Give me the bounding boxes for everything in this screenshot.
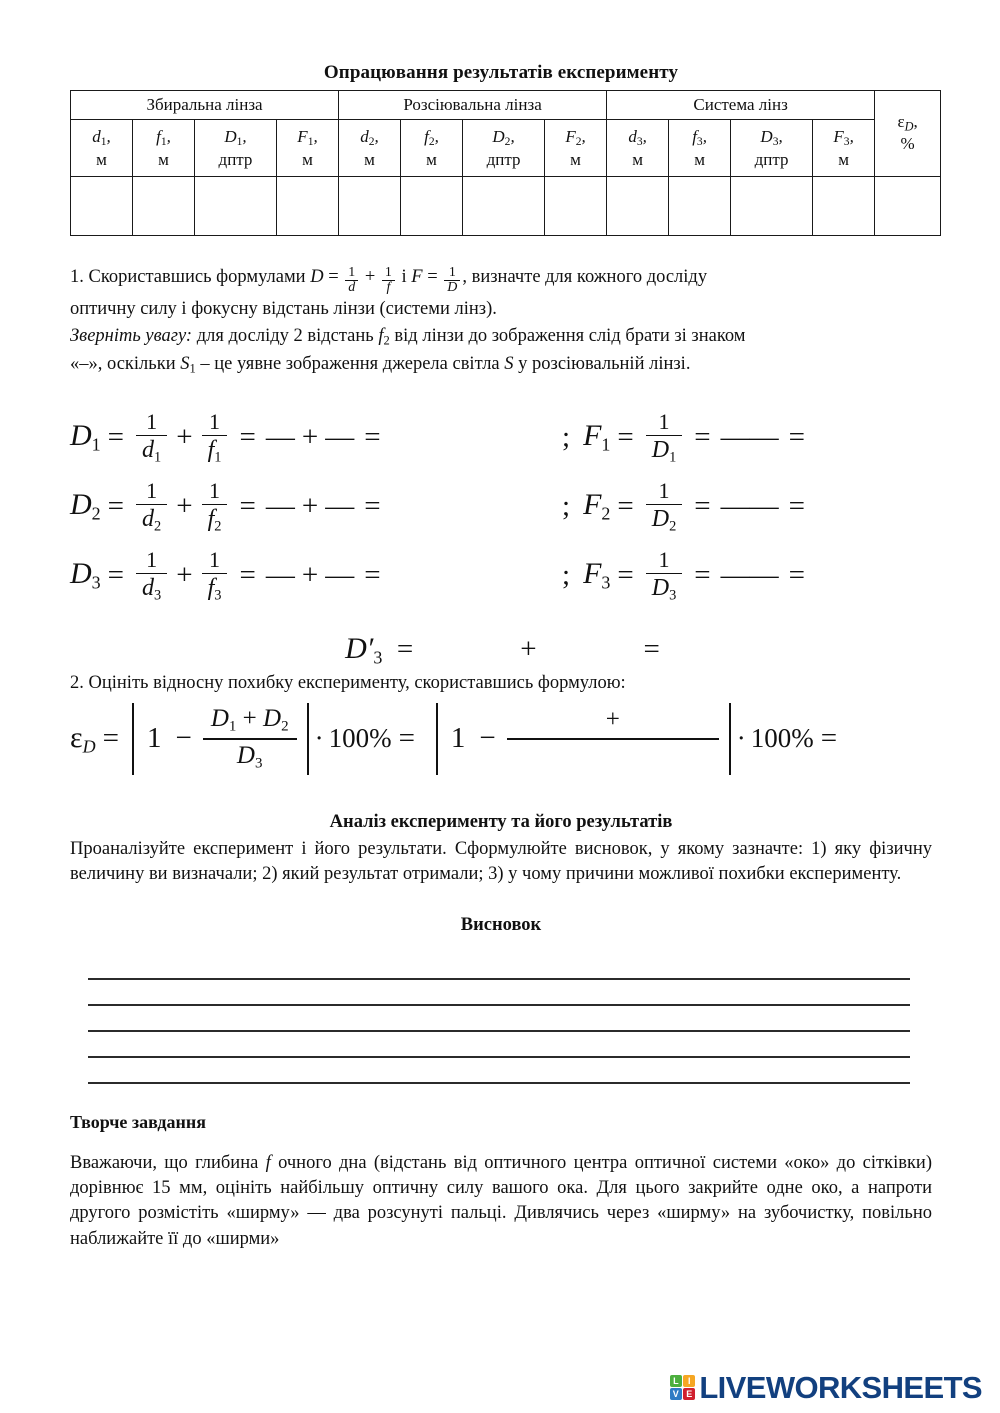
eq3-fraction-D: $\frac{1}{D_3}$ [646, 549, 683, 603]
page-title: Опрацювання результатів експерименту [323, 62, 679, 83]
table-row [71, 177, 941, 236]
logo-tiles-icon [670, 1375, 696, 1401]
eq1-r-equals-1: = [617, 421, 634, 454]
table-header-d3: $d_3$, м [607, 120, 669, 177]
eq2-equals-3: = [364, 490, 381, 523]
answer-line[interactable] [88, 1058, 910, 1084]
eq1-r-blank[interactable]: —— [720, 421, 779, 454]
eq2-r-equals-3: = [788, 490, 806, 523]
table-cell-F1[interactable] [277, 177, 339, 236]
table-cell-d1[interactable] [71, 177, 133, 236]
table-cell-f2[interactable] [401, 177, 463, 236]
eq2-rhs: $F_2$ [583, 488, 611, 524]
eq2-fraction-d: $\frac{1}{d_2}$ [136, 480, 167, 534]
task1-note-S1: $S_1$ [180, 353, 196, 376]
table-group-lens-system: Система лінз [607, 91, 875, 120]
task1-note-line2-c: у розсіювальній лінзі. [513, 353, 691, 374]
table-cell-f1[interactable] [133, 177, 195, 236]
task2-fraction-blank-num[interactable]: + [605, 705, 620, 733]
eq3-r-equals-1: = [617, 559, 634, 592]
eq3-blank-b[interactable]: — [325, 559, 355, 592]
eq2-lhs: $D_2$ [70, 488, 101, 524]
task2-equals-2: = [398, 722, 415, 755]
table-cell-epsilon[interactable] [875, 177, 941, 236]
eq3-equals-2: = [239, 559, 256, 592]
task2-fraction-blank[interactable] [507, 707, 719, 771]
d3-prime-equals-1: = [396, 633, 414, 666]
eq2-fraction-f: $\frac{1}{f_2}$ [202, 480, 228, 534]
eq1-r-equals-3: = [788, 421, 806, 454]
eq3-equals-1: = [107, 559, 125, 592]
task1-note-line2 [70, 352, 932, 378]
task1-note-line2-b: – це уявне зображення джерела світла [195, 353, 505, 374]
task2-error-formula [70, 696, 932, 782]
task1-note-line2-a: «–», оскільки [70, 353, 181, 374]
eq2-blank-b[interactable]: — [325, 490, 355, 523]
task2-abs-bar-right-2 [729, 703, 731, 775]
eq2-r-equals-1: = [617, 490, 634, 523]
task2-dot-1: · [314, 723, 324, 754]
task2-equals-1: = [102, 722, 119, 755]
analysis-heading: Аналіз експерименту та його результатів [329, 811, 673, 832]
task2-abs-bar-left-1 [132, 703, 134, 775]
task2-epsilon-symbol: $\varepsilon_D$ [70, 720, 96, 756]
eq3-plus-1: + [176, 559, 193, 592]
eq1-r-equals-2: = [694, 421, 711, 454]
eq2-r-blank[interactable]: —— [720, 490, 779, 523]
analysis-paragraph: Проаналізуйте експеримент і його результати. Сформулюйте висновок, у якому зазначте: 1) яку фізичну величину ви визначали; 2) який результат отримали; 3) у чому причини можливої похибки експерименту. [70, 838, 932, 884]
eq1-fraction-D: $\frac{1}{D_1}$ [646, 411, 683, 465]
eq2-plus-1: + [176, 490, 193, 523]
equation-row-3 [70, 541, 932, 610]
eq1-fraction-d: $\frac{1}{d_1}$ [136, 411, 167, 465]
eq1-blank-b[interactable]: — [325, 421, 355, 454]
eq2-fraction-D: $\frac{1}{D_2}$ [646, 480, 683, 534]
table-header-D2: $D_2$, дптр [463, 120, 545, 177]
table-header-f1: $f_1$, м [133, 120, 195, 177]
eq2-equals-2: = [239, 490, 256, 523]
task2-lead: 2. Оцініть відносну похибку експерименту, скориставшись формулою: [70, 672, 626, 693]
creative-text-b: очного дна (відстань від оптичного центра оптичної системи «око» до сітківки) дорівнює 15 мм, оцініть найбільшу оптичну силу вашого ока. Для цього закрийте одне око, а напроти другого розмістіть «ширму» — два розсунуті пальці. Дивлячись через «ширму» на зубочистку, повільно наближайте її до «ширми» [70, 1153, 932, 1249]
eq1-blank-a[interactable]: — [265, 421, 295, 454]
eq3-r-equals-3: = [788, 559, 806, 592]
task1-plus: + [364, 267, 376, 287]
table-cell-D3[interactable] [731, 177, 813, 236]
task2-percent-2: 100% [750, 723, 814, 754]
creative-text-a: Вважаючи, що глибина [70, 1153, 266, 1174]
table-cell-F3[interactable] [813, 177, 875, 236]
eq1-equals-2: = [239, 421, 256, 454]
task2-one-2: 1 [450, 722, 466, 755]
creative-task-paragraph [70, 1151, 932, 1252]
eq3-separator: ; [562, 559, 571, 592]
eq1-rhs: $F_1$ [583, 419, 611, 455]
equation-row-2 [70, 472, 932, 541]
table-header-F2: $F_2$, м [545, 120, 607, 177]
table-header-D1: $D_1$, дптр [195, 120, 277, 177]
eq3-fraction-d: $\frac{1}{d_3}$ [136, 549, 167, 603]
table-cell-d3[interactable] [607, 177, 669, 236]
task1-F-symbol: F [411, 267, 423, 287]
logo-tile-i: I [683, 1375, 695, 1387]
equation-row-2-right [555, 472, 812, 541]
table-column-header-row [71, 120, 941, 177]
eq2-r-equals-2: = [694, 490, 711, 523]
task1-note-label: Зверніть увагу: [70, 325, 193, 346]
table-header-d1: $d_1$, м [71, 120, 133, 177]
task2-one-1: 1 [146, 722, 162, 755]
task2-fraction-1: $\frac{D_1 + D_2}{D_3}$ [203, 706, 297, 771]
answer-line[interactable] [88, 980, 910, 1006]
task1-D-symbol: D [310, 267, 324, 287]
eq3-blank-a[interactable]: — [265, 559, 295, 592]
task1-conjunction: і [401, 267, 407, 287]
table-group-diverging-lens: Розсіювальна лінза [339, 91, 607, 120]
task1-line2: оптичну силу і фокусну відстань лінзи (системи лінз). [70, 298, 497, 319]
task1-eq1: = [328, 267, 339, 287]
eq2-blank-a[interactable]: — [265, 490, 295, 523]
conclusion-answer-lines [70, 954, 932, 1084]
eq3-r-blank[interactable]: —— [720, 559, 779, 592]
task1-note-part2: від лінзи до зображення слід брати зі знаком [389, 325, 746, 346]
eq1-equals-3: = [364, 421, 381, 454]
answer-line[interactable] [88, 954, 910, 980]
eq1-fraction-f: $\frac{1}{f_1}$ [202, 411, 228, 465]
results-table [70, 90, 941, 236]
task1-note-part1: для досліду 2 відстань [192, 325, 379, 346]
eq1-plus-2: + [301, 421, 319, 454]
logo-wordmark: LIVEWORKSHEETS [699, 1370, 982, 1405]
eq3-r-equals-2: = [694, 559, 711, 592]
task1-eq2: = [427, 267, 438, 287]
liveworksheets-logo[interactable] [670, 1372, 982, 1403]
table-cell-D2[interactable] [463, 177, 545, 236]
table-header-d2: $d_2$, м [339, 120, 401, 177]
equation-row-3-right [555, 541, 812, 610]
d3-prime-equals-2: = [643, 633, 660, 666]
logo-tile-e: E [683, 1388, 695, 1400]
task1-note-f2: $f_2$ [378, 325, 390, 348]
eq2-plus-2: + [301, 490, 319, 523]
table-header-f2: $f_2$, м [401, 120, 463, 177]
table-header-D3: $D_3$, дптр [731, 120, 813, 177]
worksheet-content [70, 62, 932, 1252]
creative-var-f: f [265, 1153, 271, 1174]
task2-fraction-blank-den[interactable] [507, 738, 719, 771]
table-header-F3: $F_3$, м [813, 120, 875, 177]
table-header-F1: $F_1$, м [277, 120, 339, 177]
conclusion-heading: Висновок [460, 915, 542, 936]
logo-tile-v: V [670, 1388, 682, 1400]
table-group-header-row [71, 91, 941, 120]
table-cell-F2[interactable] [545, 177, 607, 236]
task1-note-S: S [504, 353, 514, 374]
task2-dot-2: · [736, 723, 746, 754]
table-cell-D1[interactable] [195, 177, 277, 236]
table-cell-f3[interactable] [669, 177, 731, 236]
answer-line[interactable] [88, 1032, 910, 1058]
eq3-fraction-f: $\frac{1}{f_3}$ [202, 549, 228, 603]
equation-row-1-left [70, 403, 555, 472]
table-cell-d2[interactable] [339, 177, 401, 236]
task1-fraction-1-over-d: $\frac{1}{d}$ [345, 266, 358, 295]
equation-d3-prime-row [70, 632, 932, 666]
d3-prime-lhs: $D'_3$ [345, 632, 383, 668]
creative-task-heading: Творче завдання [70, 1112, 207, 1133]
task2-equals-3: = [820, 722, 838, 755]
eq1-equals-1: = [107, 421, 125, 454]
eq3-lhs: $D_3$ [70, 557, 101, 593]
task1-paragraph [70, 262, 932, 295]
task1-lead: 1. Скориставшись формулами [70, 267, 306, 287]
task2-minus-2: − [479, 722, 496, 755]
equation-row-2-left [70, 472, 555, 541]
equation-row-1-right [555, 403, 812, 472]
task2-minus-1: − [175, 722, 192, 755]
eq3-rhs: $F_3$ [583, 557, 611, 593]
eq3-plus-2: + [301, 559, 319, 592]
table-header-epsilon: $\varepsilon_D$, % [875, 91, 941, 177]
eq3-equals-3: = [364, 559, 381, 592]
answer-line[interactable] [88, 1006, 910, 1032]
logo-tile-l: L [670, 1375, 682, 1387]
equation-row-3-left [70, 541, 555, 610]
task2-abs-bar-right-1 [307, 703, 309, 775]
eq1-separator: ; [562, 421, 571, 454]
task2-abs-bar-left-2 [436, 703, 438, 775]
task1-fraction-1-over-f: $\frac{1}{f}$ [382, 266, 395, 295]
eq1-lhs: $D_1$ [70, 419, 101, 455]
equation-block [70, 403, 932, 666]
task1-fraction-1-over-D: $\frac{1}{D}$ [444, 266, 460, 295]
task1-note [70, 324, 932, 350]
eq2-separator: ; [562, 490, 571, 523]
equation-row-1 [70, 403, 932, 472]
d3-prime-plus: + [520, 633, 537, 666]
table-header-f3: $f_3$, м [669, 120, 731, 177]
task2-percent-1: 100% [328, 723, 392, 754]
eq2-equals-1: = [107, 490, 125, 523]
eq1-plus-1: + [176, 421, 193, 454]
table-group-collecting-lens: Збиральна лінза [71, 91, 339, 120]
task1-tail: , визначте для кожного досліду [462, 267, 708, 287]
